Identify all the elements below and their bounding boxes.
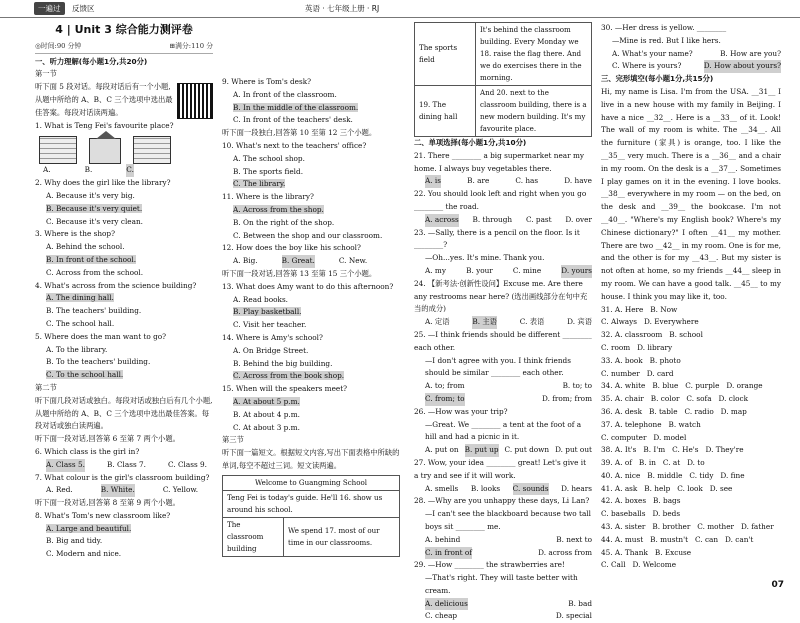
option-answer: B. In the middle of the classroom.	[233, 102, 359, 112]
cloze-option-row: 36. A. desk B. table C. radio D. map	[601, 406, 747, 416]
option: B. Big and tidy.	[46, 536, 103, 546]
option: B. The sports field.	[233, 166, 304, 176]
column-3	[414, 22, 592, 623]
option: A. In front of the classroom.	[233, 89, 337, 99]
page-number: 07	[771, 580, 784, 590]
fill-in-table	[222, 475, 400, 557]
option-answer: B. 主语	[472, 316, 497, 329]
option: B. your	[466, 265, 493, 275]
options-row	[222, 255, 400, 268]
question-22: 22. You should look left and right when you go ________ the road.	[414, 189, 587, 211]
page-header	[0, 0, 800, 18]
subject-label: 英语 · 七年级上册 · RJ	[305, 4, 380, 13]
option: D. hears	[561, 483, 592, 493]
option: A. my	[425, 265, 446, 275]
option: C. Modern and nice.	[46, 549, 122, 559]
question-15: 15. When will the speakers meet?	[222, 384, 348, 394]
cloze-option-row: 41. A. ask B. help C. look D. see	[601, 483, 733, 493]
option: B. bad	[568, 598, 592, 608]
option-answer: A. across	[425, 214, 459, 227]
option: D. over	[565, 214, 592, 224]
option: C. put down	[504, 445, 550, 455]
book-badge: 一遍过	[34, 2, 65, 15]
option-answer: C. sounds	[513, 483, 549, 496]
instructions: 听下面一段独白,回答第 10 至第 12 三个小题。	[222, 128, 377, 138]
option: C. New.	[338, 256, 368, 266]
option: B. Class 7.	[106, 459, 146, 469]
cloze-option-row: 31. A. Here B. Now	[601, 304, 678, 314]
question-8: 8. What's Tom's new classroom like?	[35, 510, 171, 520]
building-picture-c	[133, 136, 171, 164]
option: D. special	[555, 611, 592, 621]
full-score: ⊞满分:110 分	[169, 41, 213, 50]
part-heading: 二、单项选择(每小题1分,共10分)	[414, 138, 527, 147]
option: D. across from	[538, 547, 592, 557]
question-10: 10. What's next to the teachers' office?	[222, 140, 367, 150]
cloze-options	[601, 304, 781, 573]
options-row	[414, 610, 592, 623]
table-row: Teng Fei is today's guide. He'll 16. show us around his school.	[223, 490, 400, 517]
cloze-option-row: 43. A. sister B. brother C. mother D. father	[601, 522, 774, 532]
option: A. Because it's very big.	[46, 190, 135, 200]
option: C. Yellow.	[162, 485, 199, 495]
options-row	[414, 598, 592, 611]
question-3: 3. Where is the shop?	[35, 229, 116, 239]
question-7: 7. What colour is the girl's classroom building?	[35, 472, 210, 482]
picture-labels	[35, 164, 213, 177]
cloze-option-row: 42. A. boxes B. bags	[601, 496, 681, 506]
question-26: 26. —How was your trip?	[414, 406, 508, 416]
part-heading: 三、完形填空(每小题1分,共15分)	[601, 74, 714, 84]
unit-title: 4 | Unit 3 综合能力测评卷	[55, 23, 193, 36]
picture-options	[39, 134, 213, 164]
option: C. mine	[512, 265, 542, 275]
options-row	[414, 393, 592, 406]
option: B. How are you?	[720, 48, 781, 58]
cloze-option-row: C. room D. library	[601, 342, 673, 352]
option-answer: A. Class 5.	[46, 459, 85, 472]
cloze-option-row: 40. A. nice B. middle C. tidy D. fine	[601, 470, 745, 480]
option-answer: C. The library.	[233, 179, 286, 189]
cloze-option-row: 32. A. classroom B. school	[601, 330, 703, 340]
options-row	[35, 484, 213, 497]
option-answer: D. How about yours?	[704, 60, 781, 73]
building-picture-b	[89, 138, 121, 164]
section-label: 反馈区	[72, 4, 95, 13]
options-row	[414, 547, 592, 560]
question-14: 14. Where is Amy's school?	[222, 332, 323, 342]
cloze-option-row: 45. A. Thank B. Excuse	[601, 547, 692, 557]
table-cell: It's behind the classroom building. Every Monday we 18. raise the flag there. And we do exercises there in the morning.	[476, 23, 592, 86]
question-5: 5. Where does the man want to go?	[35, 331, 167, 341]
option: D. put out	[555, 445, 592, 455]
options-row	[414, 214, 592, 227]
cloze-option-row: 34. A. white B. blue C. purple D. orange	[601, 381, 763, 391]
option: B. To the teachers' building.	[46, 357, 151, 367]
option: B. next to	[556, 534, 592, 544]
option: D. from; from	[541, 393, 592, 403]
section-heading: 第三节	[222, 435, 244, 445]
option: C. Where is yours?	[612, 61, 682, 71]
option: A. Read books.	[233, 294, 289, 304]
option: D. have	[564, 176, 592, 186]
table-cell: The classroom building	[223, 517, 284, 556]
question-28: 28. —Why are you unhappy these days, Li Lan?	[414, 496, 590, 506]
cloze-option-row: C. Call D. Welcome	[601, 560, 677, 570]
options-row	[414, 175, 592, 188]
cloze-option-row: C. computer D. model	[601, 432, 687, 442]
options-row	[601, 48, 781, 61]
instructions: 听下面一段对话,回答第 13 至第 15 三个小题。	[222, 268, 377, 278]
option-answer: C. Across from the book shop.	[233, 371, 345, 381]
qr-code-icon[interactable]	[177, 83, 213, 119]
option: B. looks	[470, 483, 501, 493]
option: A. put on	[425, 445, 459, 455]
question-13: 13. What does Amy want to do this afternoon?	[222, 281, 394, 291]
options-row	[414, 534, 592, 547]
table-cell: 19. The dining hall	[415, 86, 476, 137]
column-2	[222, 76, 400, 557]
column-4	[601, 22, 781, 572]
option: A. smells	[425, 483, 459, 493]
option: B. On the right of the shop.	[233, 217, 335, 227]
option-answer: A. Large and beautiful.	[46, 523, 132, 533]
question-12: 12. How does the boy like his school?	[222, 243, 361, 253]
option: A. behind	[425, 534, 461, 544]
option: B. are	[467, 176, 490, 186]
table-cell: And 20. next to the classroom building, there is a new modern building. It's my favourite place.	[476, 86, 592, 137]
time-limit: ◎时间:90 分钟	[35, 41, 82, 50]
question-29: 29. —How ________ the strawberries are!	[414, 560, 565, 570]
option-label: A.	[43, 165, 51, 175]
table-cell: The sports field	[415, 23, 476, 86]
dialogue-line: —Mine is red. But I like hers.	[612, 35, 721, 45]
instructions: 听下面 5 段对话。每段对话后有一个小题,从题中所给的 A、B、C 三个选项中选出最佳答案。每段对话读两遍。	[35, 82, 173, 117]
question-24: 24. 【新考法·创新性设问】Excuse me. Are there any restrooms near here? (选出画线部分在句中充当的成分)	[414, 278, 588, 314]
option-answer: B. Great.	[282, 255, 315, 268]
option: C. Visit her teacher.	[233, 320, 307, 330]
section-heading: 第一节	[35, 69, 57, 79]
option-answer: A. At about 5 p.m.	[233, 396, 300, 406]
options-row	[35, 459, 213, 472]
option-answer: B. put up	[465, 444, 499, 457]
instructions: 听下面一段对话,回答第 8 至第 9 两个小题。	[35, 498, 180, 508]
option: C. 表语	[519, 317, 545, 327]
option-answer: C. To the school hall.	[46, 370, 124, 380]
option: C. At about 3 p.m.	[233, 422, 300, 432]
question-23: 23. —Sally, there is a pencil on the floor. Is it ________?	[414, 227, 580, 250]
option-answer: A. is	[425, 175, 441, 188]
option: B. to; to	[562, 381, 592, 391]
cloze-option-row: 35. A. chair B. color C. sofa D. clock	[601, 394, 749, 404]
option-answer: B. In front of the school.	[46, 254, 137, 264]
option-label: C.	[126, 164, 134, 177]
option: A. to; from	[425, 381, 465, 391]
exam-meta	[35, 40, 213, 54]
option-answer: B. Play basketball.	[233, 307, 302, 317]
cloze-option-row: 33. A. book B. photo	[601, 355, 681, 365]
option: C. In front of the teachers' desk.	[233, 115, 353, 125]
option: B. Behind the big building.	[233, 358, 333, 368]
option: B. The teachers' building.	[46, 306, 142, 316]
instructions: 听下面几段对话或独白。每段对话或独白后有几个小题,从题中所给的 A、B、C 三个选项中选出最佳答案。每段对话或独白读两遍。	[35, 395, 213, 431]
option: C. past	[525, 214, 552, 224]
cloze-option-row: C. baseballs D. beds	[601, 509, 681, 519]
options-row	[414, 265, 592, 278]
option: C. Across from the school.	[46, 267, 144, 277]
cloze-option-row: 44. A. must B. mustn't C. can D. can't	[601, 534, 754, 544]
question-27: 27. Wow, your idea ________ great! Let's give it a try and see if it will work.	[414, 457, 587, 480]
part-heading: 一、听力理解(每小题1分,共20分)	[35, 56, 148, 66]
option-answer: C. from; to	[425, 393, 465, 406]
options-row	[414, 444, 592, 457]
option-answer: A. delicious	[425, 598, 468, 611]
options-row	[414, 380, 592, 393]
instructions: 听下面一篇短文。根据短文内容,写出下面表格中所缺的单词,每空不超过三词。短文读两遍。	[222, 448, 400, 470]
cloze-passage: Hi, my name is Lisa. I'm from the USA. __31__ I live in a new house with my family in Beijing. I have a nice __32__. Here is a __33__ of it. Look! The wall of my room is white. The __34__. All the furniture (家具) is orange, too. I like the __35__ very much. There is a __36__ and a chair in my room. On the desk is a __37__. Sometimes I play games on it in the evening. I love books. __38__ everywhere in my room — on the bed, on the desk and __39__ the bookcase. I'm not __40__. "Where's my English book? Where's my Chinese dictionary?" I often __41__ my mother. There are two __42__ in my room. One is for me, and the other is for my __43__. But my sister is not often at home, so my friends __44__ sleep in my room. We can have a good talk. __45__ to my house. I think you may like it, too.	[601, 86, 781, 301]
option: C. cheap	[425, 611, 458, 621]
cloze-option-row: 39. A. of B. in C. at D. to	[601, 458, 705, 468]
option: A. Big.	[233, 256, 258, 266]
cloze-option-row: C. number D. card	[601, 368, 674, 378]
instructions: 听下面一段对话,回答第 6 至第 7 两个小题。	[35, 434, 180, 444]
dialogue-line: —Oh...yes. It's mine. Thank you.	[425, 253, 545, 263]
option: A. What's your name?	[612, 48, 693, 58]
options-row	[414, 483, 592, 496]
option-answer: B. White.	[101, 484, 135, 497]
option-answer: D. yours	[561, 265, 592, 278]
option: B. At about 4 p.m.	[233, 409, 300, 419]
question-2: 2. Why does the girl like the library?	[35, 178, 171, 188]
cloze-option-row: 37. A. telephone B. watch	[601, 419, 701, 429]
option: C. Class 9.	[168, 459, 207, 469]
option: C. The school hall.	[46, 318, 115, 328]
option: A. 定语	[425, 317, 450, 327]
question-25: 25. —I think friends should be different ________ each other.	[414, 329, 592, 352]
option: A. To the library.	[46, 344, 108, 354]
question-1: 1. What is Teng Fei's favourite place?	[35, 120, 174, 130]
fill-in-table-continued	[414, 22, 592, 137]
question-30: 30. —Her dress is yellow. ________	[601, 23, 727, 32]
option: A. The school shop.	[233, 153, 305, 163]
cloze-option-row: 38. A. It's B. I'm C. He's D. They're	[601, 445, 744, 455]
dialogue-line: —I don't agree with you. I think friends should be similar ________ each other.	[425, 355, 571, 378]
cloze-option-row: C. Always D. Everywhere	[601, 317, 699, 327]
option-label: B.	[84, 165, 93, 175]
option: D. 宾语	[567, 317, 592, 327]
options-row	[414, 316, 592, 329]
option-answer: A. Across from the shop.	[233, 204, 324, 214]
dialogue-line: —I can't see the blackboard because two tall boys sit ________ me.	[425, 509, 591, 531]
option: A. Behind the school.	[46, 242, 125, 252]
building-picture-a	[39, 136, 77, 164]
question-4: 4. What's across from the science building?	[35, 280, 197, 290]
question-9: 9. Where is Tom's desk?	[222, 77, 312, 86]
options-row	[601, 60, 781, 73]
question-21: 21. There ________ a big supermarket near my home. I always buy vegetables there.	[414, 150, 584, 173]
option: B. through	[472, 214, 513, 224]
section-heading: 第二节	[35, 382, 57, 392]
question-11: 11. Where is the library?	[222, 192, 314, 202]
question-6: 6. Which class is the girl in?	[35, 446, 140, 456]
option: C. Between the shop and our classroom.	[233, 230, 383, 240]
option: A. Red.	[46, 485, 73, 495]
dialogue-line: —Great. We ________ a tent at the foot of a hill and had a picnic in it.	[425, 419, 582, 442]
table-cell: We spend 17. most of our time in our classrooms.	[284, 517, 400, 556]
option: C. has	[515, 176, 539, 186]
option-answer: A. The dining hall.	[46, 293, 114, 303]
option: C. Because it's very clean.	[46, 216, 143, 226]
option-answer: C. in front of	[425, 547, 472, 560]
option: A. On Bridge Street.	[233, 345, 309, 355]
table-header: Welcome to Guangming School	[223, 475, 400, 490]
column-1	[35, 22, 213, 561]
option-answer: B. Because it's very quiet.	[46, 203, 143, 213]
dialogue-line: —That's right. They will taste better with cream.	[425, 573, 578, 595]
